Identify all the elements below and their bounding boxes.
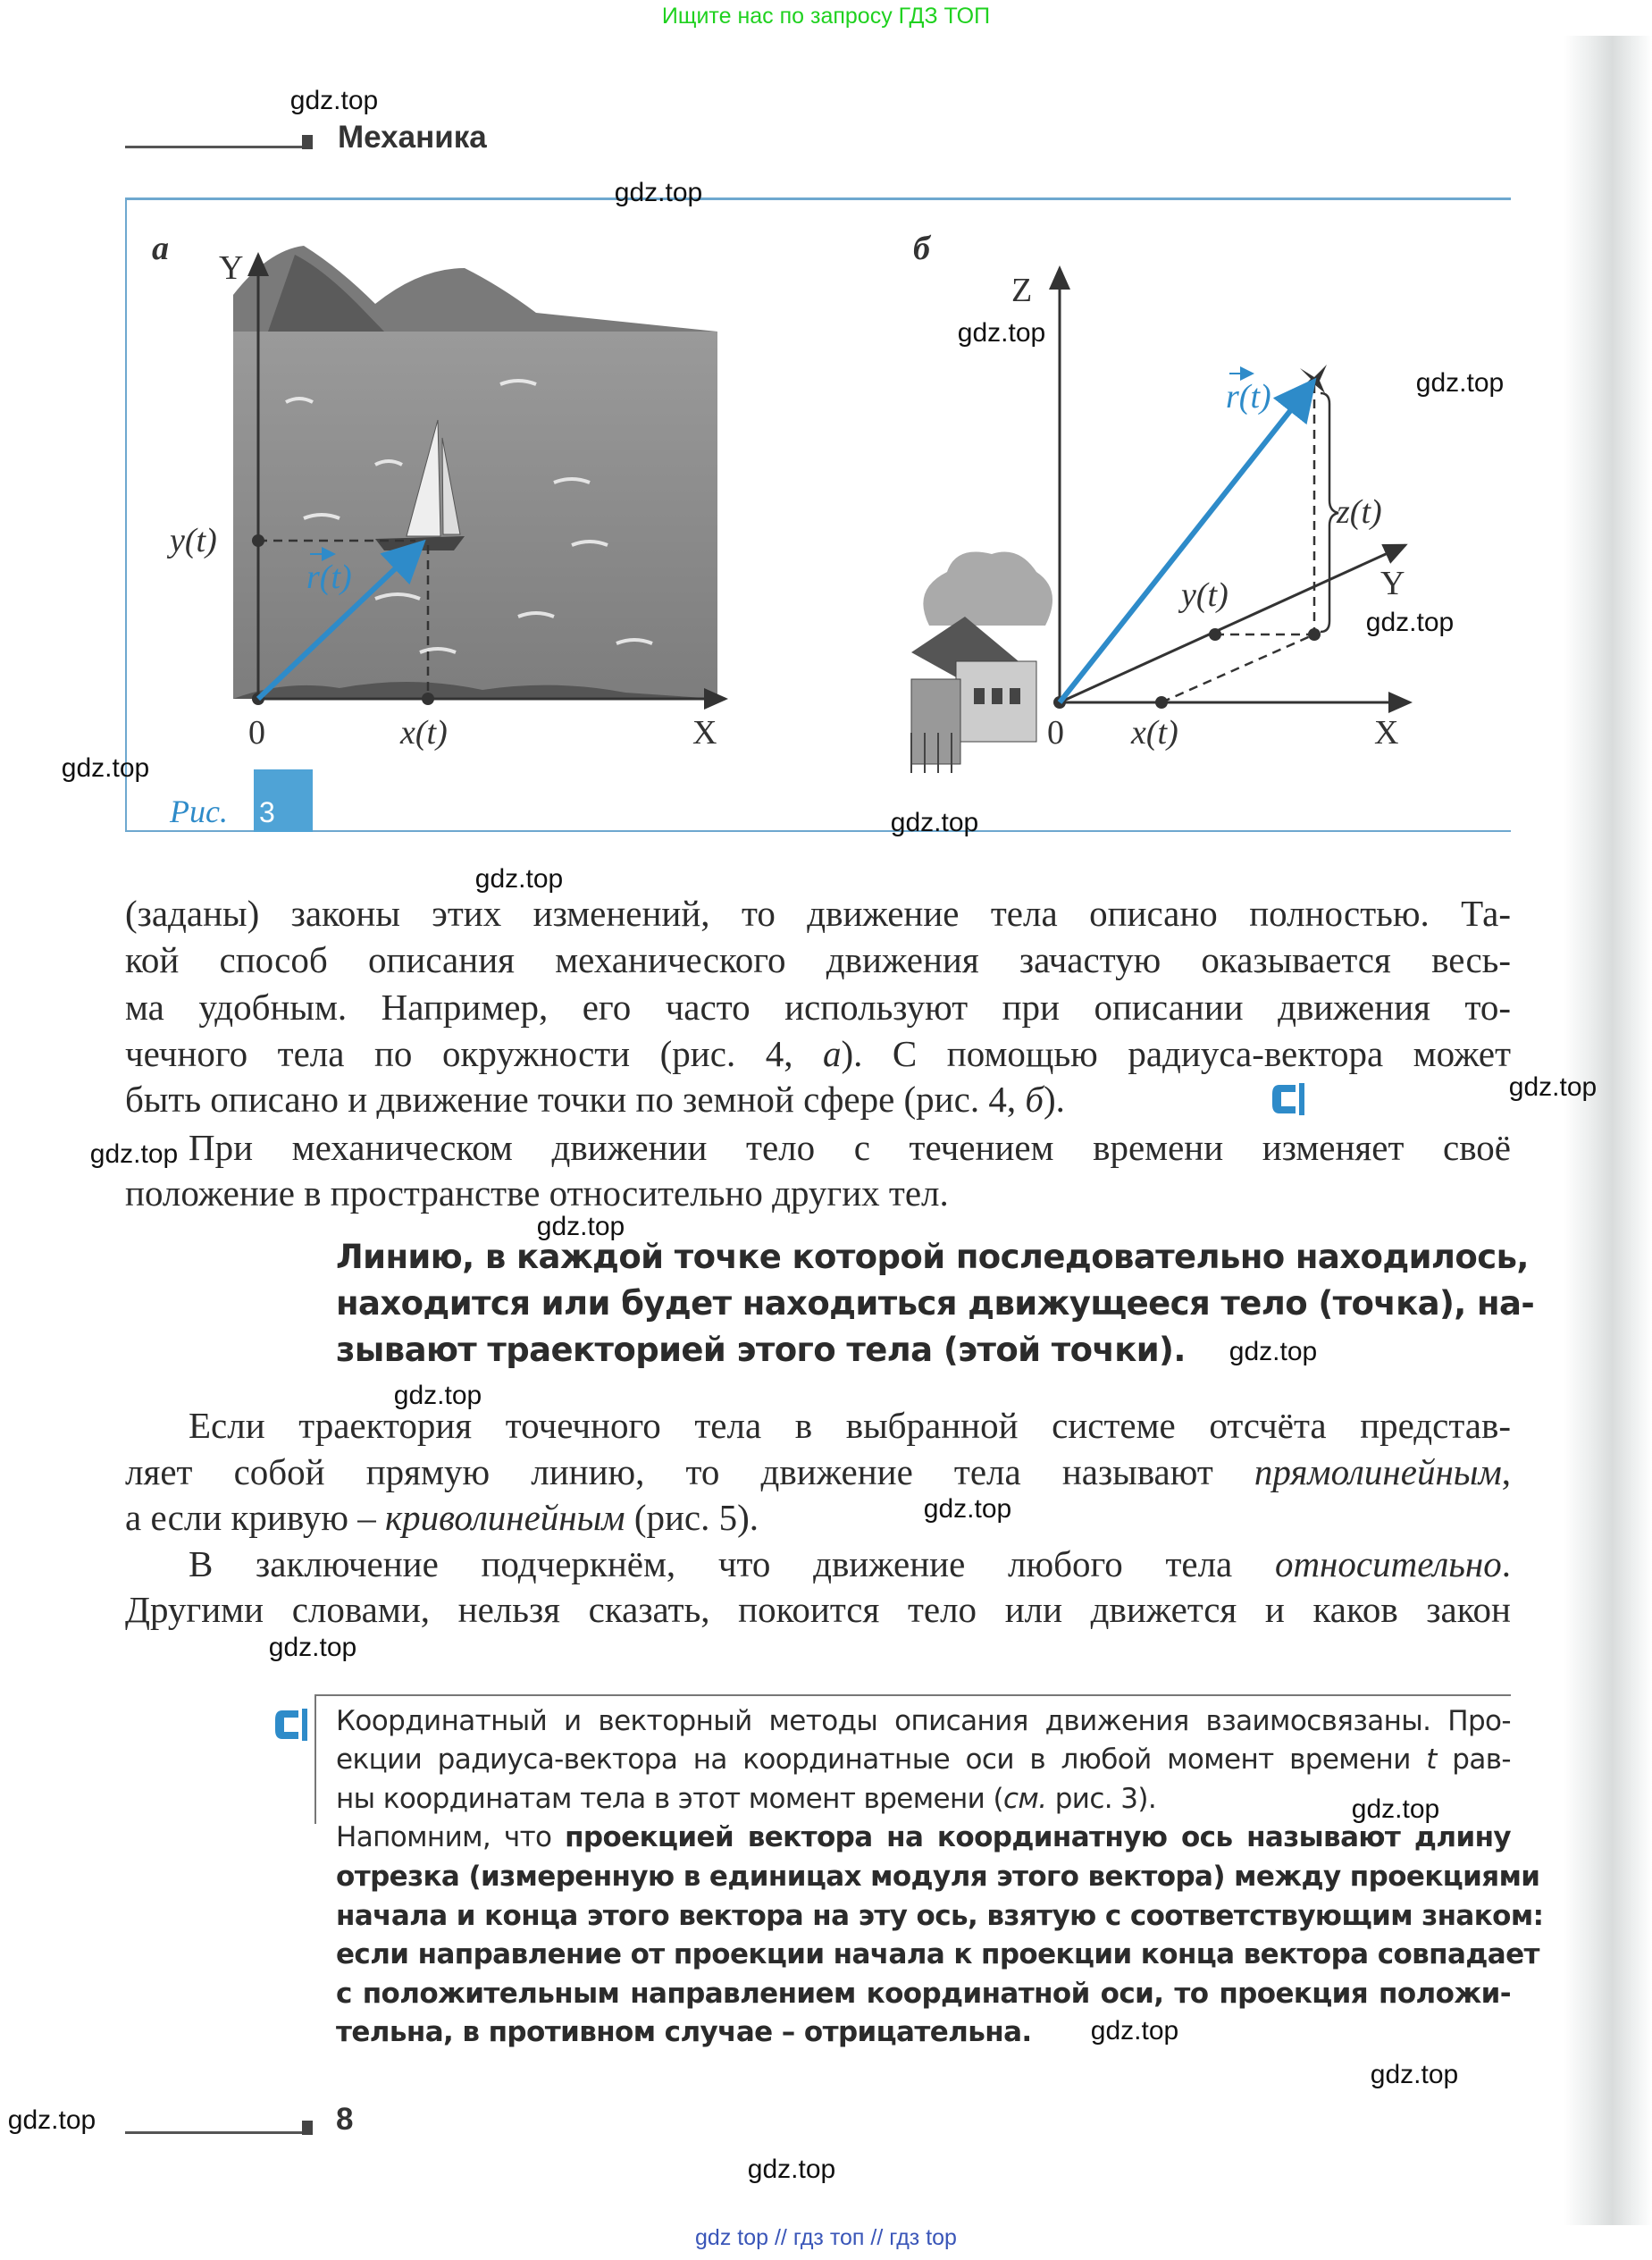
definition-line (336, 1238, 1529, 1276)
text-segment: (заданы) законы этих изменений, то движение тела описано полностью. Та- (125, 893, 1511, 934)
watermark: gdz.top (1351, 1794, 1440, 1824)
watermark: gdz.top (268, 1633, 357, 1662)
watermark: gdz.top (1370, 2060, 1459, 2089)
text-line (336, 1978, 1511, 2010)
definition-line (336, 1331, 1511, 1369)
text-line (336, 1861, 1540, 1893)
text-segment: Если траектория точечного тела в выбранной системе отсчёта представ- (189, 1405, 1511, 1446)
text-segment: ). С помощью радиуса-вектора может (841, 1033, 1511, 1074)
italic-term: относительно (1274, 1543, 1502, 1584)
text-segment: кой способ описания механического движения зачастую оказывается весь- (125, 939, 1511, 980)
italic-term: а (823, 1033, 842, 1074)
italic-term: t (1426, 1743, 1437, 1776)
b-z-axis-label: Z (1011, 272, 1033, 309)
house-icon (911, 552, 1052, 774)
text-segment: . (1501, 1543, 1511, 1584)
a-y-axis-label: Y (219, 249, 244, 287)
a-rt-label: r(t) (306, 559, 352, 596)
watermark: gdz.top (536, 1212, 625, 1241)
panel-b-label: б (913, 230, 930, 267)
bold-term: отрезка (измеренную в единицах модуля этого вектора) между проекциями (336, 1861, 1540, 1893)
text-segment: ны координатам тела в этот момент времени ( (336, 1783, 1003, 1815)
text-segment: Другими словами, нельзя сказать, покоится тело или движется и каков закон (125, 1589, 1511, 1630)
text-line (336, 1821, 1511, 1853)
b-xt-label: x(t) (1131, 714, 1178, 752)
a-x-point (422, 693, 434, 705)
b-radius-vector (1060, 386, 1310, 702)
text-line (125, 1450, 1511, 1493)
footer-rule (125, 2131, 304, 2134)
bold-term: проекцией вектора на координатную ось называют длину (565, 1821, 1512, 1853)
watermark: gdz.top (1090, 2016, 1179, 2046)
note-rule (314, 1694, 1511, 1696)
b-y-axis (1060, 545, 1405, 702)
watermark: gdz.top (614, 178, 703, 207)
b-y-point (1209, 628, 1221, 641)
text-segment: екции радиуса-вектора на координатные оси в любой момент времени (336, 1743, 1427, 1776)
text-segment: При механическом движении тело с течением времени изменяет своё (189, 1127, 1511, 1168)
text-line (125, 892, 1511, 935)
b-y-axis-label: Y (1380, 565, 1405, 602)
watermark: gdz.top (89, 1139, 179, 1169)
c-marker-icon (1269, 1080, 1306, 1119)
panel-a-picture (233, 245, 717, 699)
b-rt-label: r(t) (1226, 378, 1271, 416)
watermark: gdz.top (1415, 368, 1505, 398)
watermark: gdz.top (1229, 1337, 1318, 1366)
page-number: 8 (336, 2102, 354, 2137)
watermark: gdz.top (890, 808, 979, 837)
text-line (189, 1542, 1511, 1585)
text-line (336, 1900, 1544, 1932)
watermark: gdz.top (474, 864, 564, 894)
section-title: Механика (338, 120, 487, 155)
text-segment: быть описано и движение точки по земной сфере (рис. 4, (125, 1079, 1026, 1120)
b-x-point (1155, 696, 1168, 709)
watermark: gdz.top (7, 2105, 96, 2135)
watermark: gdz.top (957, 318, 1046, 348)
text-line (336, 1743, 1511, 1776)
text-segment: Линию, в каждой точке которой последовательно находилось, (336, 1238, 1529, 1276)
text-segment: зывают траекторией этого тела (этой точки). (336, 1331, 1186, 1369)
text-line (125, 986, 1511, 1029)
text-segment: рис. 3). (1046, 1783, 1157, 1815)
text-segment: находится или будет находиться движущееся тело (точка), на- (336, 1284, 1535, 1323)
footer-links[interactable]: gdz top // гдз топ // гдз top (695, 2225, 957, 2250)
bold-term: начала и конца этого вектора на эту ось, взятую с соответствующим знаком: (336, 1900, 1544, 1932)
bold-term: с положительным направлением координатной оси, то проекция положи- (336, 1978, 1511, 2010)
italic-term: см. (1002, 1783, 1047, 1815)
watermark: gdz.top (1508, 1072, 1597, 1102)
b-x-axis-label: X (1374, 714, 1399, 752)
watermark: gdz.top (289, 86, 379, 115)
sea (233, 332, 717, 699)
footer-marker (302, 2121, 313, 2135)
text-segment: рав- (1436, 1743, 1511, 1776)
text-line (336, 2016, 1511, 2048)
text-line (125, 1032, 1511, 1075)
italic-term: криволинейным (384, 1497, 625, 1538)
italic-term: прямолинейным (1254, 1451, 1502, 1492)
watermark: gdz.top (1365, 608, 1455, 637)
text-line (336, 1783, 1511, 1815)
text-line (125, 938, 1511, 981)
text-segment: , (1501, 1451, 1511, 1492)
c-note-icon (272, 1705, 309, 1744)
text-line (189, 1126, 1511, 1169)
watermark: gdz.top (393, 1381, 482, 1410)
text-line (336, 1705, 1511, 1737)
panel-a-label: а (152, 230, 169, 267)
figure-number: 3 (259, 796, 275, 828)
text-line (336, 1938, 1539, 1970)
text-segment: ). (1043, 1079, 1065, 1120)
b-xy-point (1308, 628, 1321, 641)
text-segment: ма удобным. Например, его часто используют при описании движения то- (125, 987, 1511, 1028)
search-banner[interactable]: Ищите нас по запросу ГДЗ ТОП (661, 4, 991, 29)
a-xt-label: x(t) (400, 714, 448, 752)
text-line (125, 1588, 1511, 1631)
text-segment: положение в пространстве относительно других тел. (125, 1172, 949, 1214)
figure-caption-prefix: Рис. (170, 794, 228, 829)
a-origin-label: 0 (248, 714, 265, 752)
watermark: gdz.top (61, 753, 150, 783)
figure-3 (0, 0, 1652, 858)
a-yt-label: y(t) (170, 522, 217, 559)
note-side-rule (314, 1694, 316, 1824)
watermark: gdz.top (747, 2155, 836, 2184)
z-brace (1321, 393, 1338, 632)
bold-term: если направление от проекции начала к проекции конца вектора совпадает (336, 1938, 1539, 1970)
a-y-point (252, 534, 264, 547)
text-segment: а если кривую – (125, 1497, 385, 1538)
text-line (189, 1404, 1511, 1447)
a-x-axis-label: X (692, 714, 717, 752)
b-yt-label: y(t) (1181, 576, 1229, 614)
text-segment: чечного тела по окружности (рис. 4, (125, 1033, 823, 1074)
italic-term: б (1025, 1079, 1044, 1120)
bold-term: тельна, в противном случае – отрицательна. (336, 2016, 1032, 2048)
text-line (125, 1172, 1511, 1214)
b-origin-label: 0 (1047, 714, 1064, 752)
b-zt-label: z(t) (1337, 493, 1382, 531)
text-line (125, 1496, 1511, 1539)
watermark: gdz.top (923, 1494, 1012, 1524)
text-segment: Координатный и векторный методы описания движения взаимосвязаны. Про- (336, 1705, 1511, 1737)
definition-line (336, 1284, 1535, 1323)
text-segment: В заключение подчеркнём, что движение любого тела (189, 1543, 1275, 1584)
text-segment: ляет собой прямую линию, то движение тела называют (125, 1451, 1254, 1492)
text-segment: (рис. 5). (625, 1497, 759, 1538)
text-segment: Напомним, что (336, 1821, 566, 1853)
